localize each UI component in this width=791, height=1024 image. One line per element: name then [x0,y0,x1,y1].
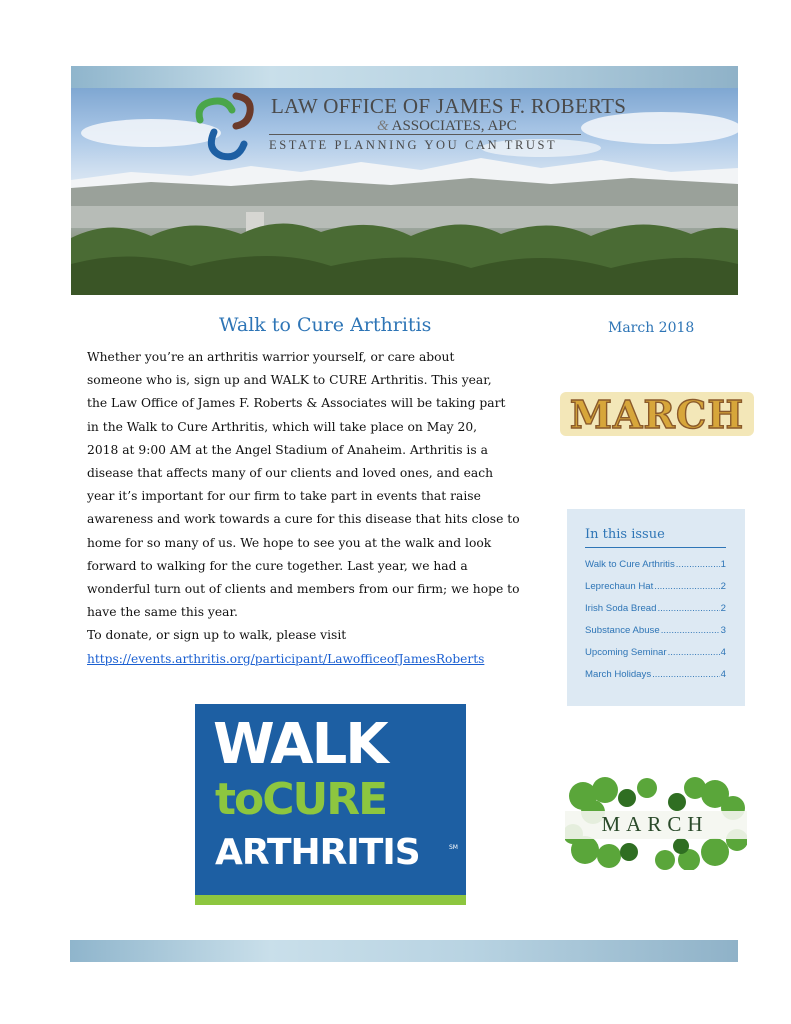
toc-leader [652,669,720,680]
donate-text: To donate, or sign up to walk, please visit [87,628,347,643]
article-line: home for so many of us. We hope to see you at the walk and look [87,535,492,550]
article-line: year it’s important for our firm to take part in events that raise [87,489,481,504]
toc-item-label: Upcoming Seminar [585,647,667,658]
toc-item-page: 1 [720,559,726,570]
toc-item-page: 4 [720,669,726,680]
article-body [87,346,557,671]
header-banner [71,88,738,295]
article-line: disease that affects many of our clients and loved ones, and each [87,466,494,481]
toc-item[interactable] [585,625,726,647]
donate-link[interactable]: https://events.arthritis.org/participant/LawofficeofJamesRoberts [87,651,485,666]
walk-logo-line1: WALK [213,712,387,777]
article-line: wonderful turn out of clients and members from our firm; we hope to [87,582,520,597]
walk-logo-line3: ARTHRITIS [215,832,420,873]
toc-item[interactable] [585,669,726,691]
toc-item-label: Substance Abuse [585,625,660,636]
walk-to-cure-arthritis-logo [195,704,466,905]
article-line: someone who is, sign up and WALK to CURE Arthritis. This year, [87,373,492,388]
toc-item[interactable] [585,603,726,625]
article-line: forward to walking for the cure together. Last year, we had a [87,558,468,573]
walk-logo-green-strip [195,895,466,905]
march-badge-text: MARCH [569,392,745,437]
toc-item[interactable] [585,581,726,603]
toc-leader [668,647,720,658]
toc-item-label: March Holidays [585,669,652,680]
toc-list [585,559,726,691]
toc-leader [676,559,720,570]
toc-item-page: 2 [720,603,726,614]
article-line: 2018 at 9:00 AM at the Angel Stadium of Anaheim. Arthritis is a [87,442,488,457]
shamrock-march-text: MARCH [601,812,709,836]
sidebar-divider [585,547,726,548]
toc-item-label: Irish Soda Bread [585,603,657,614]
article-line: have the same this year. [87,605,238,620]
toc-item-page: 4 [720,647,726,658]
footer-bar [70,940,738,962]
march-badge [558,388,756,440]
toc-leader [657,603,719,614]
toc-leader [654,581,719,592]
article-line: in the Walk to Cure Arthritis, which will take place on May 20, [87,419,478,434]
toc-item-page: 2 [720,581,726,592]
firm-ampersand: & [377,118,389,134]
article-line: the Law Office of James F. Roberts & Associates will be taking part [87,396,506,411]
toc-item[interactable] [585,647,726,669]
firm-associates [377,118,517,135]
walk-logo-line2: toCURE [215,774,387,825]
article-headline: Walk to Cure Arthritis [219,314,432,336]
toc-item[interactable] [585,559,726,581]
issue-date: March 2018 [608,320,695,336]
toc-item-page: 3 [720,625,726,636]
firm-divider [269,134,581,135]
firm-logo-icon [186,92,266,164]
firm-associates-text: ASSOCIATES, APC [391,118,517,134]
toc-item-label: Leprechaun Hat [585,581,654,592]
toc-leader [661,625,720,636]
sidebar-title: In this issue [585,527,665,542]
firm-name: LAW OFFICE OF JAMES F. ROBERTS [271,94,627,118]
article-line: Whether you’re an arthritis warrior yourself, or care about [87,350,455,364]
firm-tagline: ESTATE PLANNING YOU CAN TRUST [269,138,558,152]
toc-item-label: Walk to Cure Arthritis [585,559,675,570]
in-this-issue-panel [567,509,745,706]
service-mark: SM [449,844,458,851]
article-line: awareness and work towards a cure for this disease that hits close to [87,512,520,527]
header-top-bar [71,66,738,88]
